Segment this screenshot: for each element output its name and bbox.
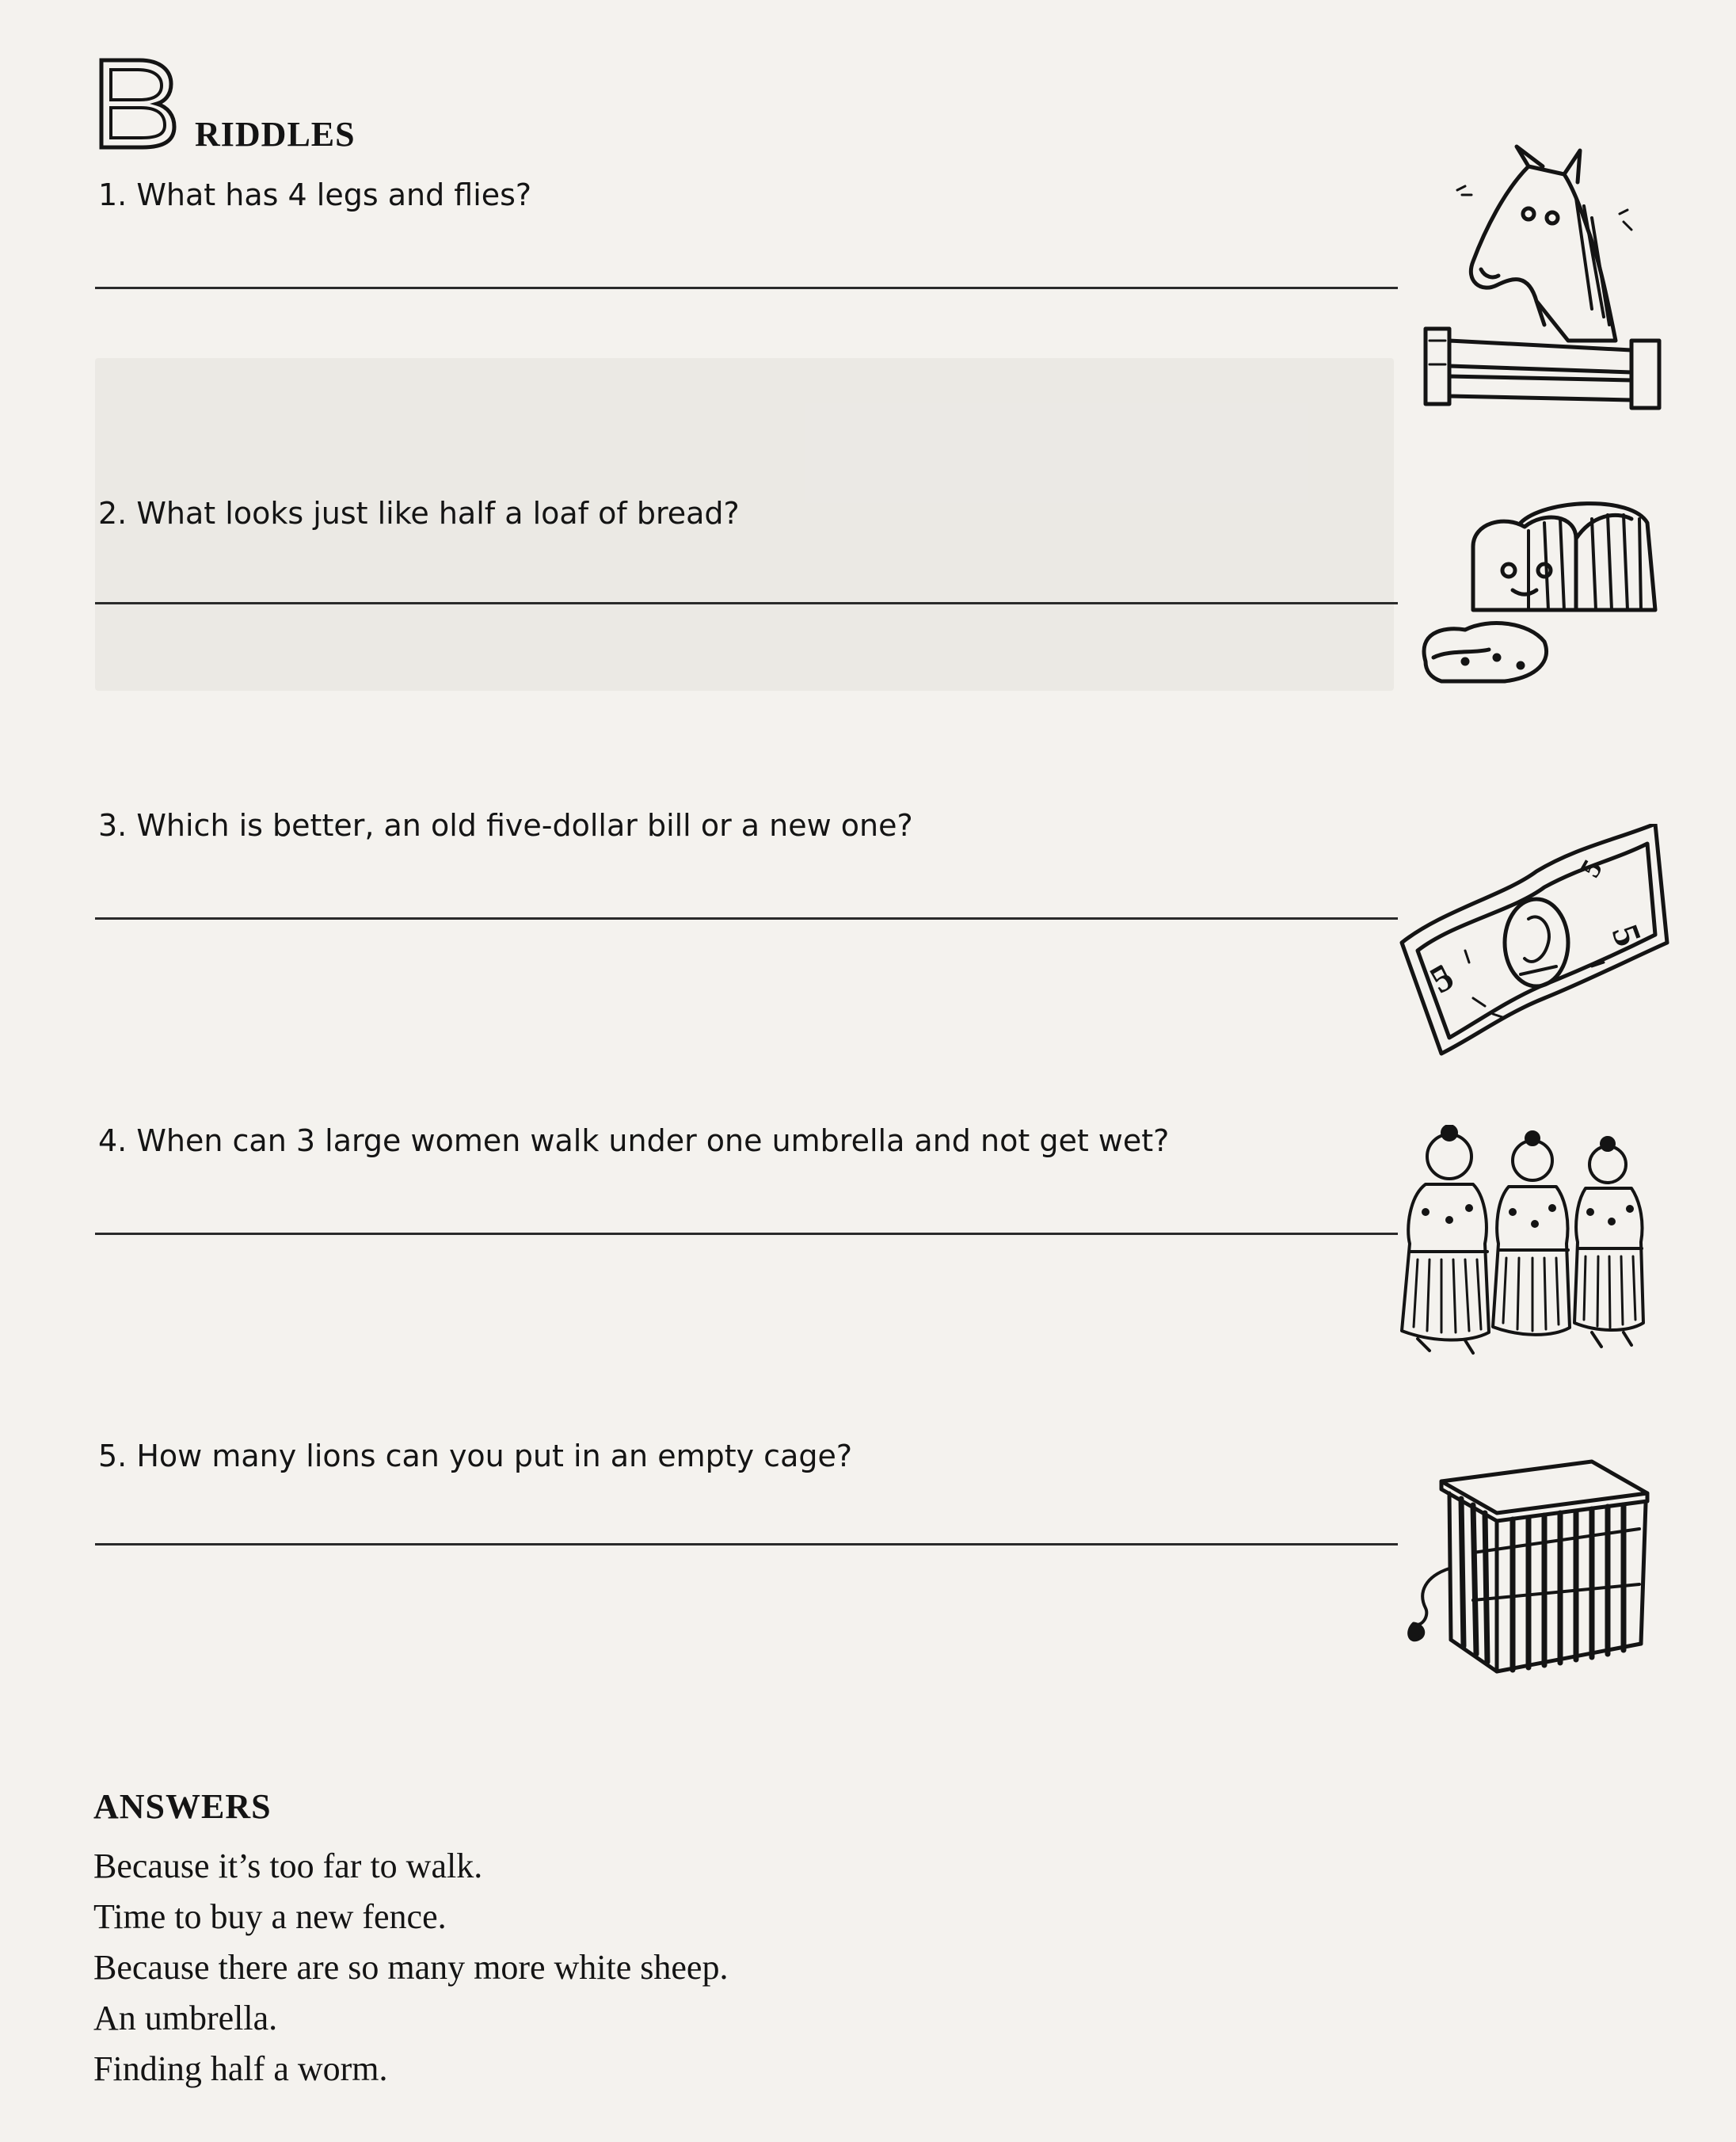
bill-denomination-right: 5 (1603, 919, 1650, 952)
question-3: 3. Which is better, an old five-dollar bill or a new one? (98, 808, 913, 843)
answer-item-5: Finding half a worm. (93, 2049, 388, 2088)
bill-denomination-left: 5 (1423, 955, 1461, 1002)
answer-line-5[interactable] (95, 1543, 1398, 1546)
answer-item-4: An umbrella. (93, 1999, 278, 2037)
answer-line-1[interactable] (95, 287, 1398, 289)
bill-denomination-corner: 5 (1574, 854, 1608, 882)
answer-item-3: Because there are so many more white sheep. (93, 1948, 729, 1987)
section-letter-b-icon (93, 55, 179, 152)
lion-cage-icon (1394, 1458, 1663, 1679)
answer-item-2: Time to buy a new fence. (93, 1897, 447, 1936)
question-4: 4. When can 3 large women walk under one umbrella and not get wet? (98, 1123, 1170, 1158)
question-2: 2. What looks just like half a loaf of bread? (98, 496, 740, 531)
answer-line-3[interactable] (95, 917, 1398, 920)
answers-title: ANSWERS (93, 1787, 272, 1826)
three-women-icon (1394, 1125, 1663, 1363)
five-dollar-bill-icon (1394, 824, 1679, 1061)
answer-line-4[interactable] (95, 1233, 1398, 1235)
question-1: 1. What has 4 legs and flies? (98, 177, 532, 212)
answer-line-2[interactable] (95, 602, 1398, 604)
bread-loaf-icon (1410, 491, 1671, 713)
horse-fence-icon (1410, 143, 1671, 412)
answer-item-1: Because it’s too far to walk. (93, 1847, 483, 1885)
question-5: 5. How many lions can you put in an empty cage? (98, 1439, 853, 1473)
section-title: RIDDLES (195, 115, 356, 154)
